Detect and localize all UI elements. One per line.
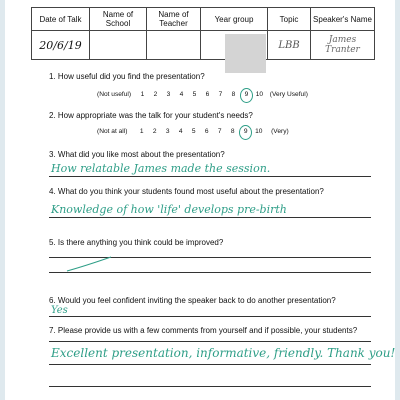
answer-line-6: [49, 316, 371, 317]
answer-line-7a: [49, 341, 371, 342]
scale-1-numbers: [136, 91, 266, 98]
redacted-area: [225, 34, 266, 73]
question-7: 7. Please provide us with a few comments from yourself and if possible, your students?: [49, 326, 358, 335]
question-6: 6. Would you feel confident inviting the speaker back to do another presentation?: [49, 296, 336, 305]
scale-2-numbers: [135, 128, 265, 135]
col-speaker-label: Speaker's Name: [311, 8, 375, 31]
question-5: 5. Is there anything you think could be improved?: [49, 238, 224, 247]
answer-line-3: [49, 176, 371, 177]
question-3: 3. What did you like most about the presentation?: [49, 150, 225, 159]
scale-2-option-3: 3: [165, 128, 170, 135]
answer-line-7c: [49, 386, 371, 387]
col-topic-label: Topic: [268, 8, 311, 31]
school-value: [90, 31, 147, 60]
answer-line-5b: [49, 272, 371, 273]
scale-2-right-label: (Very): [271, 128, 289, 135]
scale-1-option-4: 4: [179, 91, 184, 98]
col-teacher-label: Name of Teacher: [147, 8, 201, 31]
question-1: 1. How useful did you find the presentation?: [49, 72, 205, 81]
scale-1-left-label: (Not useful): [97, 91, 132, 98]
scale-2-option-10: 10: [255, 128, 263, 135]
answer-line-7b: [49, 364, 371, 365]
scale-2-option-9: 9: [239, 128, 252, 135]
answer-4: Knowledge of how 'life' develops pre-birth: [51, 203, 287, 216]
scale-2-option-1: 1: [139, 128, 144, 135]
question-2: 2. How appropriate was the talk for your student's needs?: [49, 111, 253, 120]
rating-scale-1: [97, 91, 308, 98]
scale-2-option-8: 8: [230, 128, 235, 135]
speaker-value: James Tranter: [311, 31, 375, 60]
scale-2-option-4: 4: [178, 128, 183, 135]
scale-1-right-label: (Very Useful): [269, 91, 308, 98]
col-date-label: Date of Talk: [32, 8, 90, 31]
feedback-form-page: [5, 0, 395, 400]
scale-1-option-9: 9: [240, 91, 253, 98]
rating-scale-2: [97, 128, 289, 135]
scale-1-option-8: 8: [231, 91, 236, 98]
question-4: 4. What do you think your students found most useful about the presentation?: [49, 187, 324, 196]
header-table: [31, 7, 375, 60]
scale-1-option-2: 2: [153, 91, 158, 98]
scale-2-option-5: 5: [191, 128, 196, 135]
scale-1-option-1: 1: [140, 91, 145, 98]
scale-2-option-6: 6: [204, 128, 209, 135]
scale-1-option-10: 10: [255, 91, 264, 98]
scale-2-option-2: 2: [152, 128, 157, 135]
topic-value: LBB: [268, 31, 311, 60]
scale-1-option-3: 3: [166, 91, 171, 98]
scale-2-left-label: (Not at all): [97, 128, 128, 135]
scale-1-option-5: 5: [192, 91, 197, 98]
teacher-value: [147, 31, 201, 60]
pen-stroke-mark: [65, 254, 115, 274]
answer-3: How relatable James made the session.: [51, 162, 271, 175]
col-school-label: Name of School: [90, 8, 147, 31]
scale-2-option-7: 7: [217, 128, 222, 135]
date-value: 20/6/19: [32, 31, 90, 60]
col-year-group-label: Year group: [201, 8, 268, 31]
answer-7: Excellent presentation, informative, friendly. Thank you!: [51, 346, 396, 360]
answer-line-4: [49, 217, 371, 218]
answer-6: Yes: [51, 305, 68, 316]
scale-1-option-7: 7: [218, 91, 223, 98]
scale-1-option-6: 6: [205, 91, 210, 98]
